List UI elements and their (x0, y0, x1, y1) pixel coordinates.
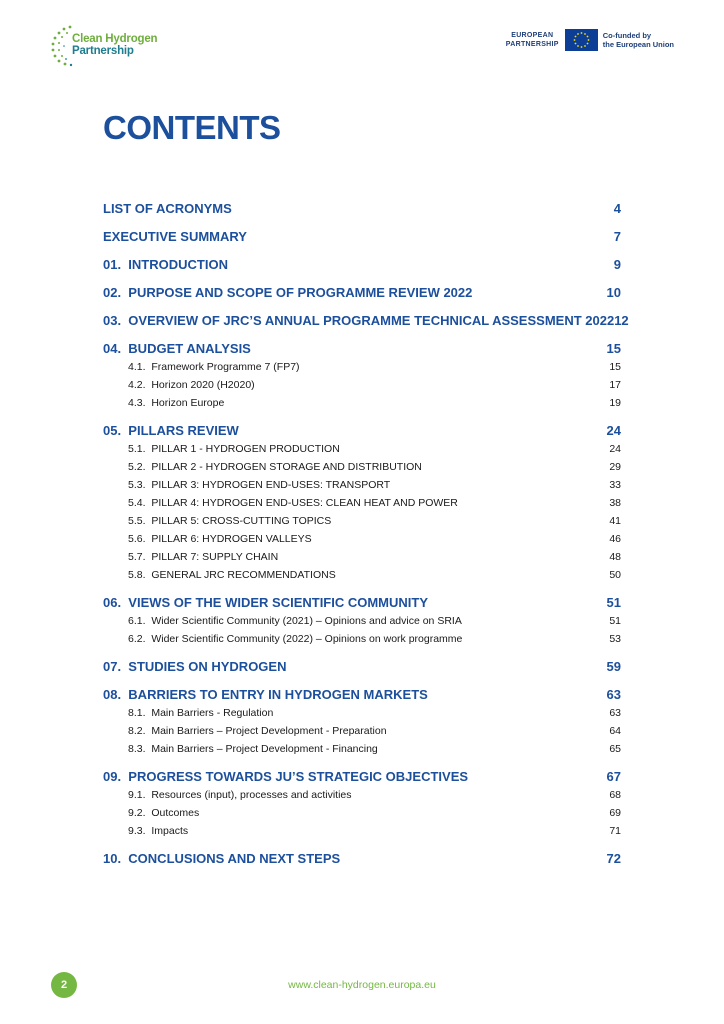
toc-subentry-page: 48 (609, 551, 621, 563)
cofunded-line-1: Co-funded by (602, 30, 652, 40)
toc-entry-label: 10. CONCLUSIONS AND NEXT STEPS (103, 851, 341, 866)
toc-subentry-page: 51 (609, 615, 621, 627)
toc-subentry-label: 9.1. Resources (input), processes and activities (128, 789, 352, 801)
toc-subentry-label: 5.7. PILLAR 7: SUPPLY CHAIN (128, 551, 279, 563)
toc-subentry-page: 69 (609, 807, 621, 819)
toc-section (103, 227, 621, 246)
logo-line-1: Clean Hydrogen (72, 33, 158, 45)
toc-entry-page: 72 (606, 851, 621, 866)
toc-entry-page: 12 (614, 313, 629, 328)
toc-subentry[interactable] (103, 440, 621, 458)
eu-flag-icon (565, 29, 598, 51)
page-title: CONTENTS (103, 109, 281, 146)
toc-subentry[interactable] (103, 566, 621, 584)
toc-subentry-page: 24 (609, 443, 621, 455)
toc-entry-label: 05. PILLARS REVIEW (103, 423, 239, 438)
toc-entry-page: 67 (606, 769, 621, 784)
toc-entry[interactable] (103, 311, 629, 330)
clean-hydrogen-logo (50, 24, 160, 68)
toc-entry-label: 09. PROGRESS TOWARDS JU’S STRATEGIC OBJECTIVES (103, 769, 469, 784)
toc-entry[interactable] (103, 767, 621, 786)
toc-section (103, 283, 621, 302)
toc-subentry[interactable] (103, 804, 621, 822)
toc-entry[interactable] (103, 849, 621, 868)
toc-subentry[interactable] (103, 722, 621, 740)
toc-section (103, 311, 629, 330)
toc-subentry[interactable] (103, 786, 621, 804)
toc-entry[interactable] (103, 685, 621, 704)
ep-line-2: PARTNERSHIP (505, 41, 559, 48)
toc-section (103, 849, 621, 868)
toc-subentry[interactable] (103, 458, 621, 476)
toc-entry[interactable] (103, 255, 621, 274)
toc-section (103, 767, 621, 840)
toc-subentry-label: 6.2. Wider Scientific Community (2022) – Opinions on work programme (128, 633, 463, 645)
toc-subentry-page: 33 (609, 479, 621, 491)
toc-entry-page: 63 (606, 687, 621, 702)
eu-cofunded-logo (506, 28, 674, 52)
toc-entry-label: EXECUTIVE SUMMARY (103, 229, 247, 244)
toc-entry-label: LIST OF ACRONYMS (103, 201, 232, 216)
toc-section (103, 339, 621, 412)
toc-subentry-label: 5.3. PILLAR 3: HYDROGEN END-USES: TRANSPORT (128, 479, 391, 491)
logo-line-2: Partnership (72, 45, 134, 57)
toc-subentry-label: 5.1. PILLAR 1 - HYDROGEN PRODUCTION (128, 443, 340, 455)
toc-subentry-label: 8.1. Main Barriers - Regulation (128, 707, 274, 719)
toc-subentry-label: 9.3. Impacts (128, 825, 189, 837)
toc-subentry[interactable] (103, 476, 621, 494)
toc-entry[interactable] (103, 227, 621, 246)
toc-subentry[interactable] (103, 822, 621, 840)
toc-entry-page: 24 (606, 423, 621, 438)
page-number-badge: 2 (51, 972, 77, 998)
toc-subentry-page: 68 (609, 789, 621, 801)
toc-subentry-page: 50 (609, 569, 621, 581)
toc-entry-page: 10 (606, 285, 621, 300)
toc-section (103, 421, 621, 584)
toc-subentry[interactable] (103, 394, 621, 412)
toc-entry-label: 03. OVERVIEW OF JRC’S ANNUAL PROGRAMME TECHNICAL ASSESSMENT 2022 (103, 313, 615, 328)
toc-subentry-label: 8.3. Main Barriers – Project Development - Financing (128, 743, 378, 755)
toc-entry-label: 06. VIEWS OF THE WIDER SCIENTIFIC COMMUNITY (103, 595, 429, 610)
toc-entry-page: 7 (613, 229, 621, 244)
toc-subentry-page: 53 (609, 633, 621, 645)
toc-subentry-page: 63 (609, 707, 621, 719)
toc-section (103, 657, 621, 676)
toc-subentry-label: 5.8. GENERAL JRC RECOMMENDATIONS (128, 569, 336, 581)
toc-subentry-label: 5.6. PILLAR 6: HYDROGEN VALLEYS (128, 533, 312, 545)
toc-entry[interactable] (103, 283, 621, 302)
ep-line-1: EUROPEAN (511, 32, 554, 39)
toc-section (103, 593, 621, 648)
toc-section (103, 685, 621, 758)
toc-entry[interactable] (103, 421, 621, 440)
toc-subentry-page: 19 (609, 397, 621, 409)
footer-url-link[interactable]: www.clean-hydrogen.europa.eu (288, 979, 436, 991)
toc-subentry-label: 5.5. PILLAR 5: CROSS-CUTTING TOPICS (128, 515, 332, 527)
toc-subentry-page: 65 (609, 743, 621, 755)
toc-subentry-page: 38 (609, 497, 621, 509)
toc-subentry-label: 4.1. Framework Programme 7 (FP7) (128, 361, 300, 373)
european-partnership-label (506, 31, 559, 49)
toc-section (103, 199, 621, 218)
toc-subentry[interactable] (103, 494, 621, 512)
toc-subentry[interactable] (103, 630, 621, 648)
toc-subentry-page: 64 (609, 725, 621, 737)
toc-subentry-label: 6.1. Wider Scientific Community (2021) – Opinions and advice on SRIA (128, 615, 462, 627)
toc-subentry[interactable] (103, 512, 621, 530)
toc-subentry-page: 17 (609, 379, 621, 391)
logo-wordmark (72, 33, 157, 57)
toc-entry-label: 07. STUDIES ON HYDROGEN (103, 659, 287, 674)
toc-entry-page: 4 (613, 201, 621, 216)
toc-subentry-page: 46 (609, 533, 621, 545)
cofunded-line-2: the European Union (602, 40, 674, 49)
toc-subentry[interactable] (103, 704, 621, 722)
toc-subentry-label: 4.3. Horizon Europe (128, 397, 225, 409)
toc-entry-label: 02. PURPOSE AND SCOPE OF PROGRAMME REVIEW 2022 (103, 285, 473, 300)
toc-entry[interactable] (103, 339, 621, 358)
toc-entry[interactable] (103, 657, 621, 676)
toc-section (103, 255, 621, 274)
toc-subentry-label: 4.2. Horizon 2020 (H2020) (128, 379, 255, 391)
toc-subentry[interactable] (103, 548, 621, 566)
toc-subentry-label: 5.4. PILLAR 4: HYDROGEN END-USES: CLEAN HEAT AND POWER (128, 497, 458, 509)
cofunded-label (603, 31, 674, 50)
toc-subentry-page: 71 (609, 825, 621, 837)
toc-entry-page: 59 (606, 659, 621, 674)
toc-subentry-label: 8.2. Main Barriers – Project Development - Preparation (128, 725, 387, 737)
toc-entry[interactable] (103, 199, 621, 218)
toc-subentry[interactable] (103, 358, 621, 376)
toc-subentry-label: 5.2. PILLAR 2 - HYDROGEN STORAGE AND DISTRIBUTION (128, 461, 422, 473)
toc-entry-page: 51 (606, 595, 621, 610)
toc-subentry[interactable] (103, 612, 621, 630)
table-of-contents (103, 199, 629, 877)
toc-entry-label: 08. BARRIERS TO ENTRY IN HYDROGEN MARKETS (103, 687, 428, 702)
toc-entry-page: 9 (613, 257, 621, 272)
toc-subentry[interactable] (103, 530, 621, 548)
toc-subentry-page: 15 (609, 361, 621, 373)
toc-entry-page: 15 (606, 341, 621, 356)
toc-entry-label: 04. BUDGET ANALYSIS (103, 341, 251, 356)
toc-subentry-label: 9.2. Outcomes (128, 807, 200, 819)
toc-subentry-page: 41 (609, 515, 621, 527)
toc-entry-label: 01. INTRODUCTION (103, 257, 228, 272)
toc-subentry[interactable] (103, 376, 621, 394)
toc-entry[interactable] (103, 593, 621, 612)
toc-subentry-page: 29 (609, 461, 621, 473)
toc-subentry[interactable] (103, 740, 621, 758)
